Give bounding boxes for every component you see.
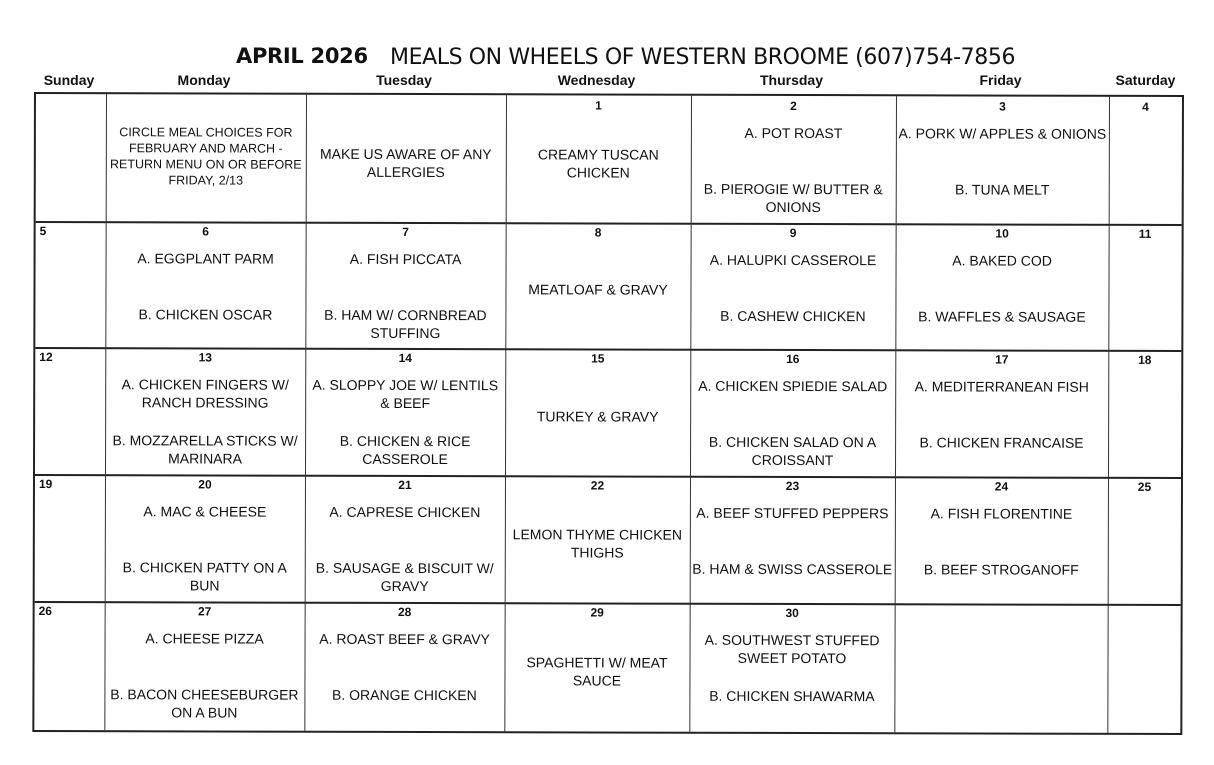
day-cell-fri	[895, 223, 1108, 350]
day-number: 3	[999, 99, 1006, 114]
meal-option-a: A. ROAST BEEF & GRAVY	[319, 630, 490, 648]
meal-option-b: B. CHICKEN FRANCAISE	[919, 434, 1084, 451]
menu-note: CIRCLE MEAL CHOICES FOR FEBRUARY AND MARCH - RETURN MENU ON OR BEFORE FRIDAY, 2/13	[109, 125, 302, 188]
day-number: 25	[1137, 479, 1152, 494]
day-number: 14	[398, 350, 412, 365]
meal-option-b: B. TUNA MELT	[955, 181, 1050, 198]
weekday-header-row	[34, 72, 1184, 92]
day-header-tuesday: Tuesday	[376, 72, 432, 88]
day-number: 21	[398, 477, 412, 492]
day-cell-wed	[504, 602, 689, 731]
day-number: 18	[1138, 352, 1152, 367]
single-meal: SPAGHETTI W/ MEAT SAUCE	[526, 653, 668, 689]
meal-option-a: A. PORK W/ APPLES & ONIONS	[898, 125, 1107, 142]
meal-option-b: B. WAFFLES & SAUSAGE	[918, 308, 1086, 325]
day-cell-fri	[896, 96, 1109, 224]
day-number: 13	[198, 350, 212, 365]
single-meal: MAKE US AWARE OF ANY ALLERGIES	[319, 145, 492, 180]
day-cell-sat	[1109, 97, 1182, 224]
day-cell-wed	[505, 475, 690, 602]
meal-option-a: A. POT ROAST	[744, 124, 843, 142]
meal-option-a: A. CHICKEN SPIEDIE SALAD	[698, 377, 888, 395]
single-meal: CREAMY TUSCAN CHICKEN	[537, 145, 659, 181]
day-number: 22	[590, 478, 605, 493]
day-number: 11	[1138, 226, 1152, 241]
day-cell-tue	[306, 95, 506, 223]
meal-option-a: A. BAKED COD	[952, 252, 1052, 269]
day-number: 23	[785, 478, 800, 494]
day-number: 19	[38, 477, 53, 492]
meal-option-b: B. SAUSAGE & BISCUIT W/ GRAVY	[315, 559, 494, 595]
meal-option-a: A. EGGPLANT PARM	[137, 250, 274, 267]
day-number: 2	[790, 98, 797, 113]
day-number: 9	[789, 225, 797, 240]
day-number: 24	[994, 479, 1009, 494]
day-header-friday: Friday	[979, 72, 1022, 88]
day-cell-thu	[691, 96, 896, 224]
day-cell-tue	[305, 475, 505, 603]
day-number: 6	[202, 224, 209, 239]
day-number: 1	[595, 98, 602, 113]
meal-option-b: B. HAM W/ CORNBREAD STUFFING	[324, 306, 487, 342]
day-cell-sun	[35, 474, 105, 601]
meal-option-b: B. MOZZARELLA STICKS W/ MARINARA	[112, 432, 298, 467]
day-number: 16	[786, 351, 800, 367]
single-meal: MEATLOAF & GRAVY	[528, 281, 668, 298]
day-number: 5	[39, 224, 47, 239]
day-cell-sat	[1108, 224, 1181, 350]
day-cell-sun	[35, 221, 105, 347]
single-meal: LEMON THYME CHICKEN THIGHS	[512, 525, 683, 561]
day-cell-wed	[506, 95, 691, 222]
day-number: 17	[995, 352, 1009, 367]
day-cell-sat	[1108, 350, 1181, 477]
meal-option-a: A. CHICKEN FINGERS W/ RANCH DRESSING	[121, 376, 289, 411]
meal-option-b: B. ORANGE CHICKEN	[332, 686, 477, 704]
meal-option-a: A. FISH FLORENTINE	[930, 505, 1073, 522]
day-cell-mon	[105, 347, 305, 475]
day-number: 27	[197, 604, 212, 619]
day-header-thursday: Thursday	[759, 72, 823, 88]
meal-option-b: B. BACON CHEESEBURGER ON A BUN	[110, 686, 299, 721]
day-header-monday: Monday	[177, 72, 231, 88]
day-number: 8	[594, 225, 602, 240]
day-cell-thu	[690, 476, 895, 604]
day-number: 26	[38, 604, 53, 619]
day-cell-fri	[895, 476, 1108, 604]
day-number: 4	[1142, 99, 1149, 114]
meal-option-b: B. CHICKEN SALAD ON A CROISSANT	[708, 433, 877, 469]
day-cell-fri	[894, 603, 1107, 733]
day-header-wednesday: Wednesday	[557, 72, 636, 88]
day-cell-wed	[505, 222, 690, 348]
day-number: 29	[590, 605, 604, 620]
day-number: 28	[397, 604, 412, 619]
day-header-sunday: Sunday	[43, 72, 95, 88]
day-cell-sat	[1107, 604, 1180, 733]
day-number: 30	[785, 605, 799, 621]
day-cell-sat	[1108, 477, 1181, 604]
meal-option-a: A. CAPRESE CHICKEN	[329, 503, 481, 521]
meal-option-b: B. CASHEW CHICKEN	[720, 307, 866, 325]
meal-option-b: B. HAM & SWISS CASSEROLE	[692, 560, 893, 578]
day-number: 15	[591, 351, 605, 366]
meal-option-b: B. CHICKEN OSCAR	[138, 306, 273, 323]
meal-option-a: A. SLOPPY JOE W/ LENTILS & BEEF	[312, 376, 499, 412]
meal-option-b: B. BEEF STROGANOFF	[923, 561, 1079, 578]
calendar-header	[0, 42, 1214, 76]
organization-title: MEALS ON WHEELS OF WESTERN BROOME (607)754-7856	[390, 45, 1016, 70]
day-cell-mon	[105, 474, 305, 602]
day-cell-mon	[105, 221, 305, 348]
day-header-saturday: Saturday	[1115, 72, 1176, 88]
meal-option-a: A. MEDITERRANEAN FISH	[914, 378, 1089, 395]
day-cell-tue	[305, 348, 505, 476]
meal-option-a: A. FISH PICCATA	[349, 250, 462, 268]
month-title: APRIL 2026	[236, 44, 368, 68]
meal-option-b: B. CHICKEN & RICE CASSEROLE	[339, 432, 471, 468]
day-cell-fri	[895, 349, 1108, 477]
day-number: 20	[198, 477, 212, 492]
meal-option-b: B. PIEROGIE W/ BUTTER & ONIONS	[703, 180, 883, 216]
meal-option-a: A. BEEF STUFFED PEPPERS	[696, 504, 889, 522]
day-cell-tue	[305, 222, 505, 349]
meal-option-b: B. CHICKEN SHAWARMA	[709, 687, 875, 705]
day-cell-sun	[35, 347, 105, 474]
meal-option-a: A. HALUPKI CASSEROLE	[709, 251, 877, 269]
day-cell-thu	[690, 349, 895, 477]
day-cell-thu	[689, 603, 894, 733]
meal-option-a: A. MAC & CHEESE	[143, 503, 267, 520]
day-cell-wed	[505, 348, 690, 475]
calendar-grid	[32, 92, 1184, 735]
day-number: 10	[995, 226, 1009, 241]
meal-option-a: A. SOUTHWEST STUFFED SWEET POTATO	[704, 631, 880, 667]
day-cell-mon	[106, 94, 306, 222]
day-number: 12	[39, 350, 53, 365]
day-cell-sun	[36, 94, 106, 221]
day-cell-sun	[34, 601, 104, 730]
meal-option-a: A. CHEESE PIZZA	[145, 630, 264, 647]
meal-option-b: B. CHICKEN PATTY ON A BUN	[122, 559, 287, 594]
day-cell-thu	[690, 223, 895, 350]
day-cell-mon	[104, 601, 304, 731]
day-number: 7	[402, 224, 409, 239]
day-cell-tue	[304, 602, 504, 732]
single-meal: TURKEY & GRAVY	[536, 407, 659, 425]
